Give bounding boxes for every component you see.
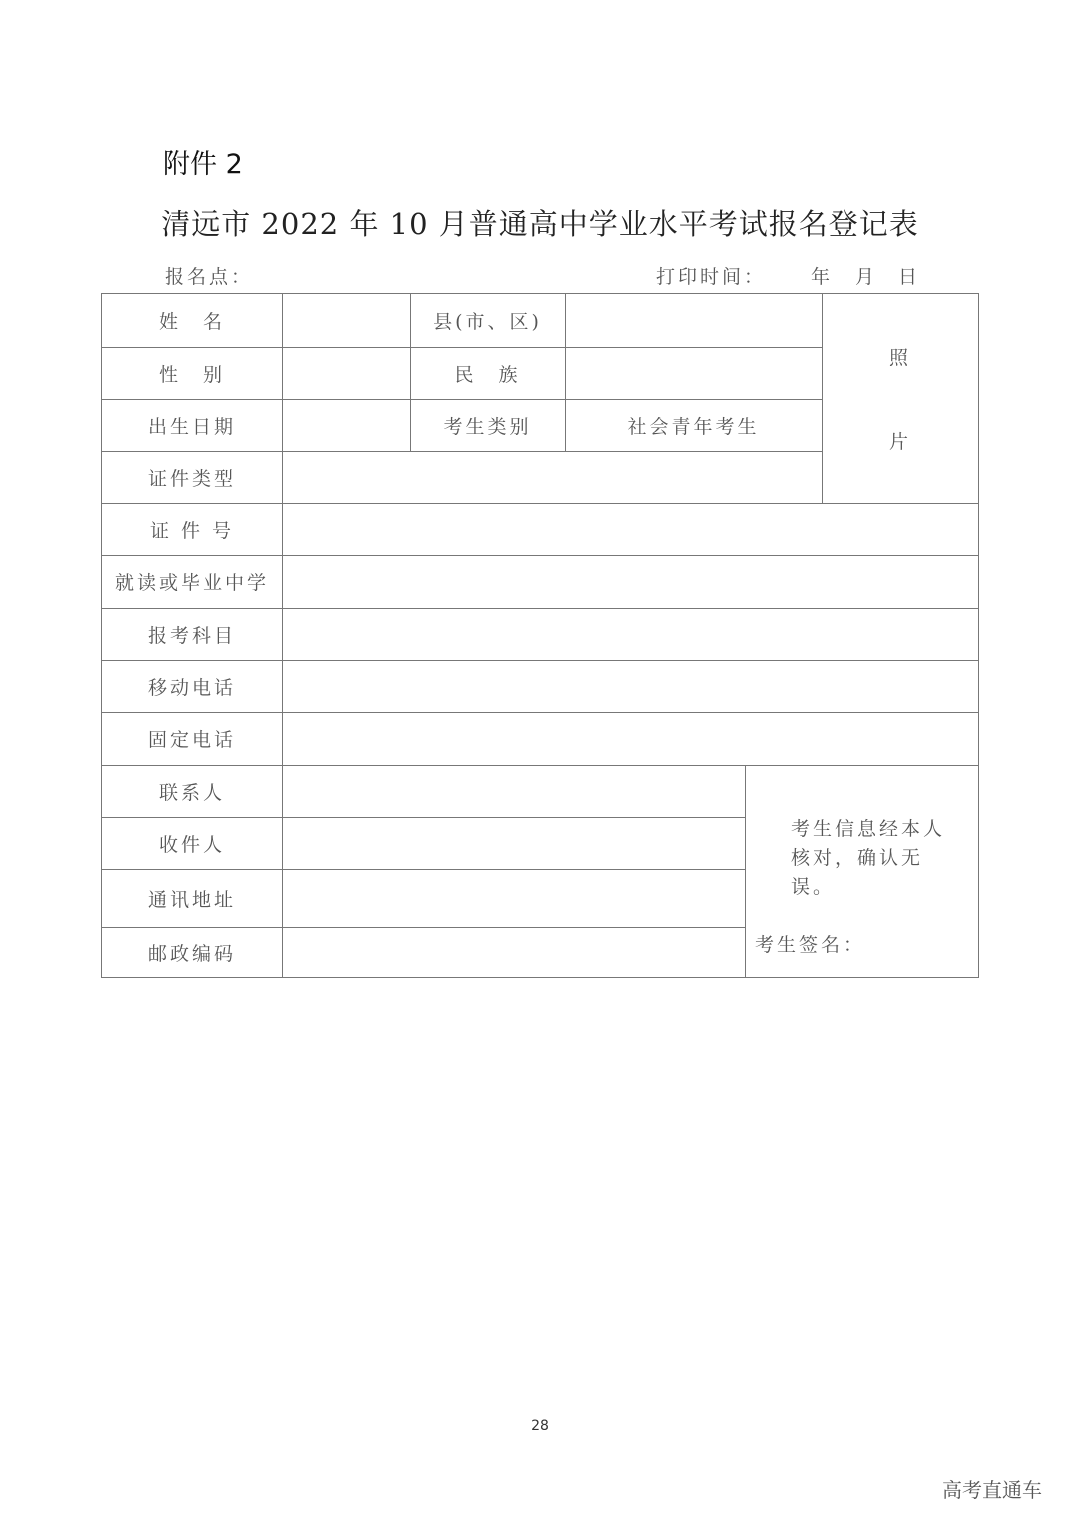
form-title: 清远市 2022 年 10 月普通高中学业水平考试报名登记表: [161, 207, 919, 241]
contact-person-field[interactable]: [282, 765, 746, 818]
mobile-phone-field[interactable]: [282, 660, 979, 713]
month-label: 月: [855, 266, 875, 288]
ethnicity-field[interactable]: [565, 347, 823, 400]
id-type-label: 证件类型: [102, 451, 283, 504]
mobile-phone-label: 移动电话: [102, 660, 283, 713]
category-label: 考生类别: [410, 399, 566, 452]
school-label: 就读或毕业中学: [102, 555, 283, 609]
contact-person-label: 联系人: [102, 765, 283, 818]
landline-phone-label: 固定电话: [102, 712, 283, 766]
confirmation-text: 考生信息经本人核对，确认无误。: [791, 818, 946, 898]
id-type-field[interactable]: [282, 451, 823, 504]
registration-form-table: [101, 293, 979, 978]
recipient-field[interactable]: [282, 817, 746, 870]
page-number: 28: [531, 1418, 549, 1434]
registration-site-label: 报名点：: [165, 266, 254, 288]
birth-date-label: 出生日期: [102, 399, 283, 452]
ethnicity-label: 民 族: [410, 347, 566, 400]
postal-code-label: 邮政编码: [102, 927, 283, 978]
day-label: 日: [898, 266, 918, 288]
mailing-address-field[interactable]: [282, 869, 746, 928]
photo-label-top: 照: [888, 346, 911, 369]
mailing-address-label: 通讯地址: [102, 869, 283, 928]
confirmation-box: [745, 765, 979, 978]
signature-label: 考生签名：: [755, 934, 866, 956]
birth-date-field[interactable]: [282, 399, 411, 452]
photo-label-bottom: 片: [888, 431, 911, 454]
category-value: 社会青年考生: [565, 399, 823, 452]
gender-field[interactable]: [282, 347, 411, 400]
print-time-label: 打印时间：: [656, 266, 767, 288]
year-label: 年: [811, 266, 831, 288]
county-field[interactable]: [565, 294, 823, 348]
watermark: 高考直通车: [942, 1478, 1042, 1502]
recipient-label: 收件人: [102, 817, 283, 870]
name-field[interactable]: [282, 294, 411, 348]
postal-code-field[interactable]: [282, 927, 746, 978]
county-label: 县(市、区): [410, 294, 566, 348]
subjects-field[interactable]: [282, 608, 979, 661]
subjects-label: 报考科目: [102, 608, 283, 661]
id-number-label: 证 件 号: [102, 503, 283, 556]
photo-box: [822, 294, 979, 504]
attachment-label: 附件 2: [163, 149, 243, 180]
id-number-field[interactable]: [282, 503, 979, 556]
name-label: 姓 名: [102, 294, 283, 348]
school-field[interactable]: [282, 555, 979, 609]
landline-phone-field[interactable]: [282, 712, 979, 766]
gender-label: 性 别: [102, 347, 283, 400]
